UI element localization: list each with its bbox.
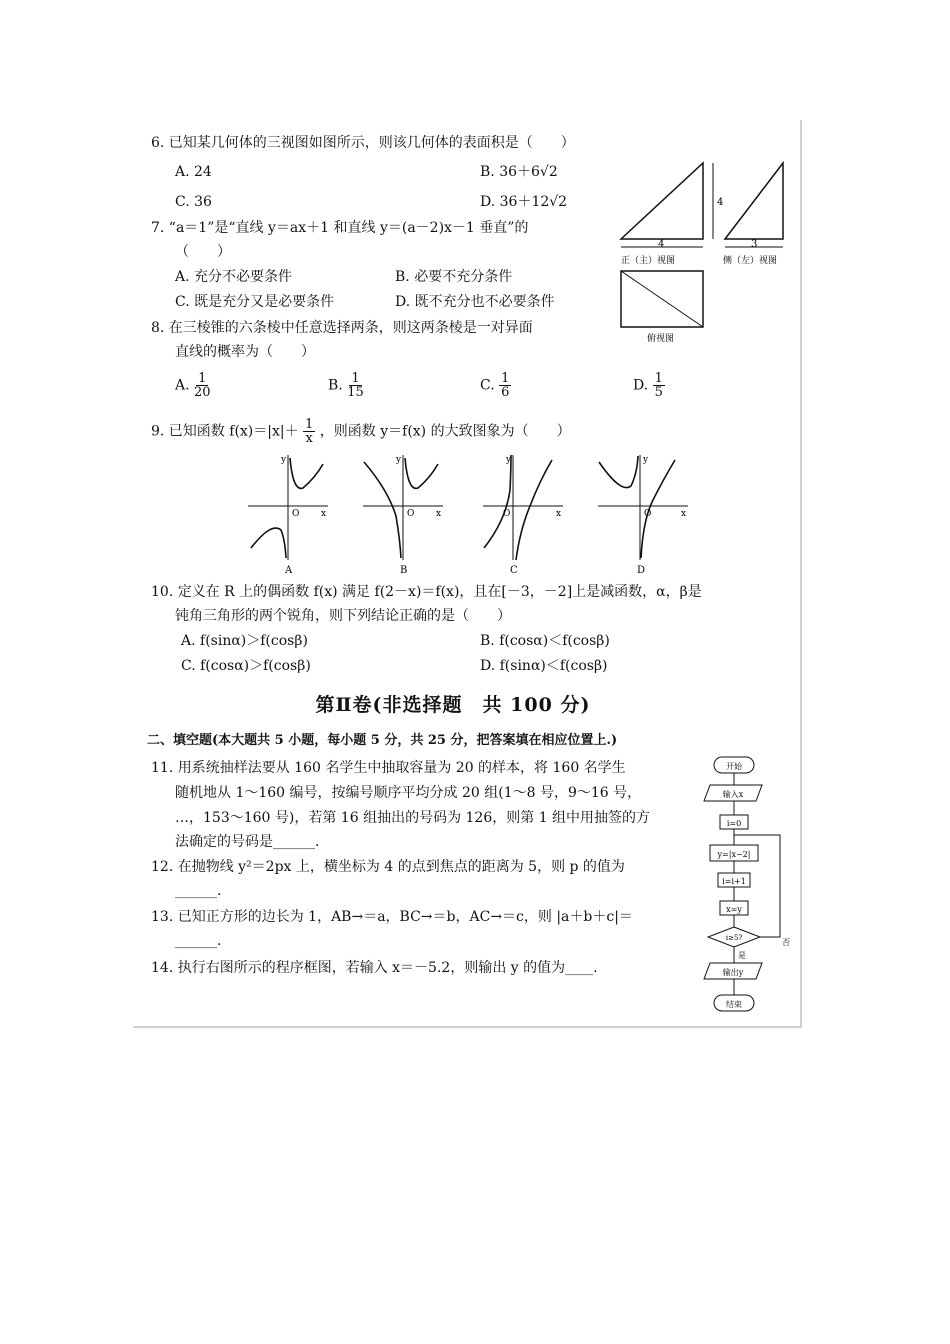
q7-option-b: B. 必要不充分条件: [395, 269, 513, 285]
q8-option-a-fraction: $\frac{1}{20}$: [194, 371, 211, 400]
section-2-title: 第Ⅱ卷(非选择题 共 100 分): [315, 694, 591, 716]
front-view-triangle: [621, 163, 703, 239]
front-width-label: 4: [658, 239, 665, 250]
q9-graphs: [243, 450, 703, 575]
q6-option-c: C. 36: [175, 194, 212, 210]
q6-option-d: D. 36＋12√2: [480, 194, 568, 210]
flowchart: [698, 755, 798, 1020]
flow-yes-label: 是: [738, 951, 746, 960]
q8-option-c-label: C.: [480, 377, 495, 394]
q8-option-d: [633, 372, 665, 399]
svg-text:i=i+1: i=i+1: [722, 877, 746, 886]
q12-line1: 12. 在抛物线 y²＝2px 上，横坐标为 4 的点到焦点的距离为 5，则 p 的值为: [151, 859, 625, 875]
side-view-triangle: [725, 163, 783, 239]
q14-stem: 14. 执行右图所示的程序框图，若输入 x＝－5.2，则输出 y 的值为____.: [151, 960, 598, 976]
svg-text:结束: 结束: [726, 1000, 742, 1009]
svg-text:输入x: 输入x: [722, 790, 744, 799]
svg-text:x: x: [556, 509, 562, 519]
svg-text:y=|x−2|: y=|x−2|: [717, 850, 751, 859]
q10-option-a: A. f(sinα)＞f(cosβ): [181, 633, 308, 649]
q8-option-b-label: B.: [328, 377, 343, 394]
svg-text:O: O: [407, 509, 415, 519]
graph-c: [483, 455, 563, 576]
three-view-diagram: [613, 155, 803, 355]
fill-in-header: 二、填空题(本大题共 5 小题，每小题 5 分，共 25 分，把答案填在相应位置上.): [147, 733, 618, 748]
q6-option-a: A. 24: [175, 164, 212, 180]
svg-text:y: y: [281, 455, 287, 465]
graph-d: [598, 455, 688, 576]
q8-option-b: [328, 372, 364, 399]
svg-text:x=y: x=y: [726, 905, 742, 914]
q8-option-c-fraction: $\frac{1}{6}$: [501, 371, 510, 400]
q7-option-c: C. 既是充分又是必要条件: [175, 294, 335, 310]
svg-text:O: O: [292, 509, 300, 519]
svg-text:y: y: [506, 455, 512, 465]
q12-line2: ______.: [175, 883, 222, 899]
q11-line4: 法确定的号码是______.: [175, 834, 320, 850]
svg-text:x: x: [321, 509, 327, 519]
exam-page: [133, 120, 802, 1028]
graph-d-label: D: [637, 565, 646, 576]
front-height-label: 4: [717, 197, 724, 208]
q9-stem-part1: 9. 已知函数 f(x)＝|x|＋: [151, 423, 299, 440]
q10-option-b: B. f(cosα)＜f(cosβ): [480, 633, 610, 649]
graph-b-label: B: [400, 565, 408, 576]
q7-option-a: A. 充分不必要条件: [175, 269, 293, 285]
svg-text:x: x: [436, 509, 442, 519]
svg-text:x: x: [681, 509, 687, 519]
svg-text:i≥5?: i≥5?: [725, 934, 743, 942]
top-view-diagonal: [621, 271, 703, 327]
q9-stem: [151, 418, 571, 445]
q9-fraction: $\frac{1}{x}$: [305, 417, 314, 446]
q7-stem: 7. “a＝1”是“直线 y＝ax＋1 和直线 y＝(a－2)x－1 垂直”的: [151, 220, 529, 236]
front-view-label: 正（主）视图: [621, 256, 676, 266]
q9-stem-part2: ，则函数 y＝f(x) 的大致图象为（ ）: [319, 423, 571, 440]
q8-stem: 8. 在三棱锥的六条棱中任意选择两条，则这两条棱是一对异面: [151, 320, 533, 336]
q8-option-d-label: D.: [633, 377, 649, 394]
q8-option-a-label: A.: [175, 377, 190, 394]
svg-text:O: O: [503, 509, 511, 519]
q6-stem: 6. 已知某几何体的三视图如图所示，则该几何体的表面积是（ ）: [151, 135, 575, 151]
svg-text:开始: 开始: [726, 762, 742, 771]
side-width-label: 3: [751, 239, 758, 250]
q13-line2: ______.: [175, 933, 222, 949]
q11-line1: 11. 用系统抽样法要从 160 名学生中抽取容量为 20 的样本，将 160 名学生: [151, 760, 626, 776]
top-view-label: 俯视图: [647, 334, 675, 344]
graph-c-label: C: [510, 565, 518, 576]
q10-option-d: D. f(sinα)＜f(cosβ): [480, 658, 608, 674]
graph-a: [248, 455, 328, 576]
q13-line1: 13. 已知正方形的边长为 1，AB→＝a，BC→＝b，AC→＝c，则 |a＋b＋c|＝: [151, 909, 633, 925]
graph-b: [363, 455, 443, 576]
q8-option-c: [480, 372, 511, 399]
flow-no-label: 否: [782, 938, 790, 947]
q10-stem: 10. 定义在 R 上的偶函数 f(x) 满足 f(2－x)＝f(x)，且在[－3，－2]上是减函数，α，β是: [151, 584, 702, 600]
q8-option-a: [175, 372, 211, 399]
q11-line2: 随机地从 1～160 编号，按编号顺序平均分成 20 组(1～8 号，9～16 号，: [175, 785, 642, 801]
svg-text:i=0: i=0: [726, 819, 742, 828]
q11-line3: …，153～160 号)，若第 16 组抽出的号码为 126，则第 1 组中用抽签的方: [175, 810, 651, 826]
q7-stem-paren: （ ）: [175, 244, 231, 260]
graph-a-label: A: [285, 565, 293, 576]
svg-text:y: y: [643, 455, 649, 465]
q6-option-b: B. 36＋6√2: [480, 164, 558, 180]
side-view-label: 侧（左）视图: [723, 256, 778, 266]
q8-option-b-fraction: $\frac{1}{15}$: [347, 371, 364, 400]
q8-option-d-fraction: $\frac{1}{5}$: [654, 371, 663, 400]
q8-stem-line2: 直线的概率为（ ）: [175, 344, 315, 360]
svg-text:O: O: [644, 509, 652, 519]
q7-option-d: D. 既不充分也不必要条件: [395, 294, 555, 310]
q10-option-c: C. f(cosα)＞f(cosβ): [181, 658, 311, 674]
svg-text:y: y: [396, 455, 402, 465]
svg-text:输出y: 输出y: [722, 968, 744, 977]
q10-stem-line2: 钝角三角形的两个锐角，则下列结论正确的是（ ）: [175, 608, 511, 624]
